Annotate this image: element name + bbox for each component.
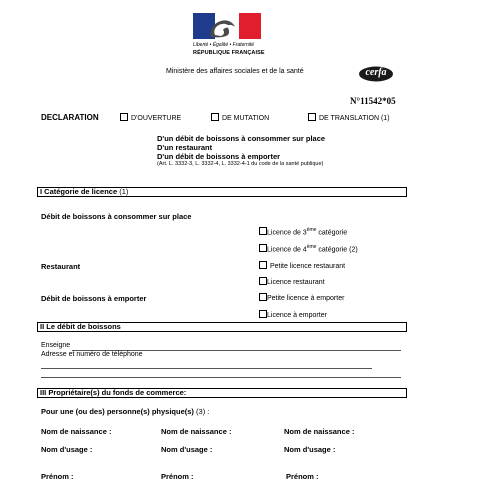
subtitle-line1: D'un débit de boissons à consommer sur place [157,134,326,143]
petite-resto-option[interactable]: Petite licence restaurant [259,261,345,270]
ministry-name: Ministère des affaires sociales et de la santé [166,68,304,75]
marianne-logo [193,13,261,39]
licence-emporter-option[interactable]: Licence à emporter [259,310,327,319]
petite-emporter-option[interactable]: Petite licence à emporter [259,293,344,302]
checkbox-licence-4[interactable] [259,244,267,252]
row-label-sur-place: Débit de boissons à consommer sur place [41,212,192,221]
licence-resto-option[interactable]: Licence restaurant [259,277,325,286]
option-translation[interactable]: DE TRANSLATION (1) [308,113,390,122]
prenom-3[interactable]: Prénom : [286,472,319,481]
option-mutation[interactable]: DE MUTATION [211,113,269,122]
prenom-2[interactable]: Prénom : [161,472,194,481]
enseigne-label: Enseigne [41,342,71,349]
nom-usage-3[interactable]: Nom d'usage : [284,445,336,454]
nom-naissance-3[interactable]: Nom de naissance : [284,427,355,436]
adresse-field-2[interactable] [41,377,401,378]
row-label-restaurant: Restaurant [41,262,81,271]
form-number: N°11542*05 [350,96,396,106]
checkbox-petite-emporter[interactable] [259,293,267,301]
subtitle-line3: D'un débit de boissons à emporter [157,152,281,161]
section-2-header: II Le débit de boissons [37,322,407,332]
licence-3-option[interactable]: Licence de 3ème catégorie [259,227,347,236]
checkbox-mutation[interactable] [211,113,219,121]
republic-motto: Liberté • Égalité • Fraternité [193,42,255,48]
checkbox-licence-resto[interactable] [259,277,267,285]
licence-4-option[interactable]: Licence de 4ème catégorie (2) [259,244,358,253]
adresse-label: Adresse et numéro de téléphone [41,351,143,358]
persons-label: Pour une (ou des) personne(s) physique(s) (3) : [41,407,210,416]
republic-name: RÉPUBLIQUE FRANÇAISE [193,50,265,56]
declaration-label: DECLARATION [41,113,99,122]
checkbox-ouverture[interactable] [120,113,128,121]
row-label-emporter: Débit de boissons à emporter [41,294,147,303]
section-1-header: I Catégorie de licence (1) [37,187,407,197]
nom-naissance-2[interactable]: Nom de naissance : [161,427,232,436]
legal-reference: (Art. L. 3332-3, L. 3332-4, L. 3332-4-1 du code de la santé publique) [157,161,324,167]
subtitle-line2: D'un restaurant [157,143,213,152]
nom-naissance-1[interactable]: Nom de naissance : [41,427,112,436]
adresse-field-1[interactable] [41,368,372,369]
checkbox-licence-emporter[interactable] [259,310,267,318]
prenom-1[interactable]: Prénom : [41,472,74,481]
checkbox-translation[interactable] [308,113,316,121]
section-3-header: III Propriétaire(s) du fonds de commerce: [37,388,407,398]
nom-usage-2[interactable]: Nom d'usage : [161,445,213,454]
checkbox-petite-resto[interactable] [259,261,267,269]
checkbox-licence-3[interactable] [259,227,267,235]
option-ouverture[interactable]: D'OUVERTURE [120,113,181,122]
cerfa-logo: cerfa [358,66,394,82]
nom-usage-1[interactable]: Nom d'usage : [41,445,93,454]
